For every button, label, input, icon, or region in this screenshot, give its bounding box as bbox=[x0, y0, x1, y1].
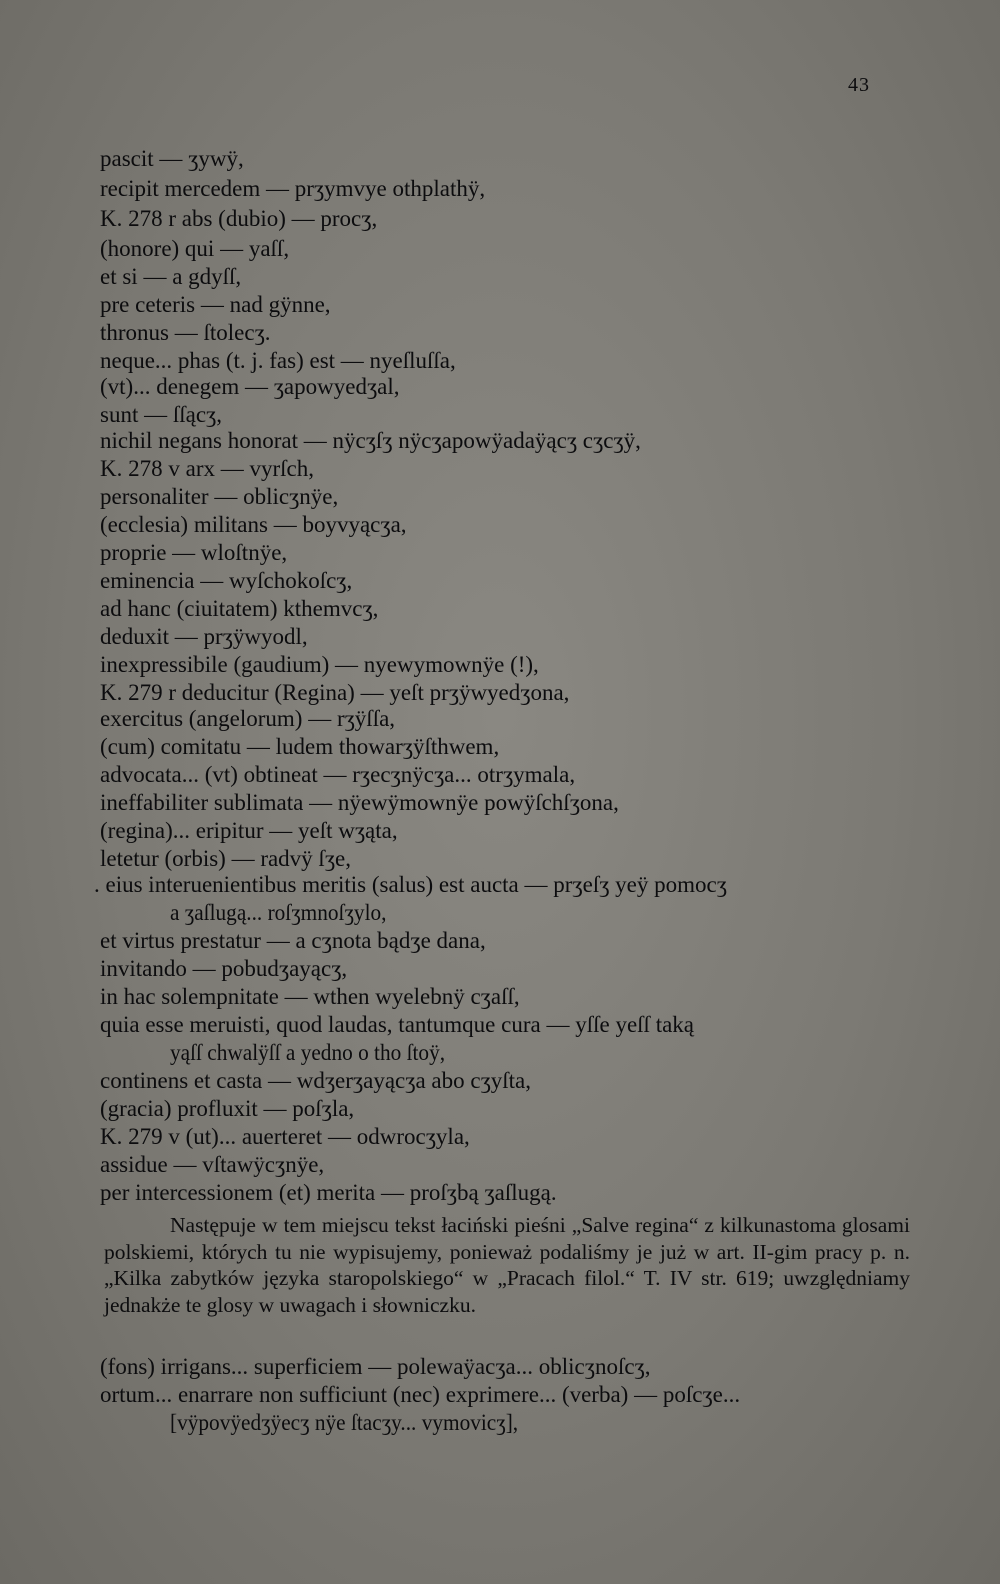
gloss-line: (cum) comitatu — ludem thowarʒÿſthwem, bbox=[100, 734, 500, 759]
gloss-line: (regina)... eripitur — yeſt wʒąta, bbox=[100, 818, 398, 843]
gloss-line: nichil negans honorat — nÿcʒſʒ nÿcʒapowÿadaÿącʒ cʒcʒÿ, bbox=[100, 428, 641, 453]
gloss-line: K. 279 v (ut)... auerteret — odwrocʒyla, bbox=[100, 1124, 470, 1149]
gloss-line: proprie — wloſtnÿe, bbox=[100, 540, 288, 565]
gloss-line: in hac solempnitate — wthen wyelebnÿ cʒaſſ, bbox=[100, 984, 520, 1009]
gloss-line: personaliter — oblicʒnÿe, bbox=[100, 484, 339, 509]
gloss-line: inexpressibile (gaudium) — nyewymownÿe (!), bbox=[100, 652, 539, 677]
gloss-line: exercitus (angelorum) — rʒÿſſa, bbox=[100, 706, 396, 731]
gloss-line: eminencia — wyſchokoſcʒ, bbox=[100, 568, 353, 593]
gloss-line: ortum... enarrare non sufficiunt (nec) exprimere... (verba) — poſcʒe... bbox=[100, 1382, 741, 1407]
gloss-line: per intercessionem (et) merita — proſʒbą ʒaſlugą. bbox=[100, 1180, 557, 1205]
gloss-line: (ecclesia) militans — boyvyącʒa, bbox=[100, 512, 407, 537]
gloss-line: sunt — ſſącʒ, bbox=[100, 402, 222, 427]
gloss-line: et virtus prestatur — a cʒnota bądʒe dana, bbox=[100, 928, 486, 953]
gloss-line: yąſſ chwalÿſſ a yedno o tho ſtoÿ, bbox=[170, 1040, 446, 1065]
body-paragraph: Następuje w tem miejscu tekst łaciński pieśni „Salve regina“ z kilkunastoma glosami polskiemi, których tu nie wypisujemy, ponieważ podaliśmy je już w art. II-gim pracy p. n. „Kilka zabytków języka staropolskiego“ w „Pracach filol.“ T. IV str. 619; uwzględniamy jednakże te glosy w uwagach i słowniczku. bbox=[104, 1213, 910, 1317]
gloss-line: a ʒaſlugą... roſʒmnoſʒylo, bbox=[170, 900, 387, 925]
gloss-line: invitando — pobudʒayącʒ, bbox=[100, 956, 348, 981]
gloss-line: (vt)... denegem — ʒapowyedʒal, bbox=[100, 374, 400, 399]
gloss-line: (honore) qui — yaſſ, bbox=[100, 236, 290, 261]
gloss-line: ineffabiliter sublimata — nÿewÿmownÿe powÿſchſʒona, bbox=[100, 790, 619, 815]
gloss-line: ad hanc (ciuitatem) kthemvcʒ, bbox=[100, 596, 379, 621]
page-number: 43 bbox=[848, 74, 870, 96]
gloss-line: thronus — ſtolecʒ. bbox=[100, 320, 271, 345]
gloss-line: K. 278 v arx — vyrſch, bbox=[100, 456, 314, 481]
gloss-line: advocata... (vt) obtineat — rʒecʒnÿcʒa... otrʒymala, bbox=[100, 762, 576, 787]
gloss-line: et si — a gdyſſ, bbox=[100, 264, 242, 289]
gloss-line: recipit mercedem — prʒymvye othplathÿ, bbox=[100, 176, 486, 201]
gloss-line: (fons) irrigans... superficiem — polewaÿacʒa... oblicʒnoſcʒ, bbox=[100, 1354, 651, 1379]
gloss-line: continens et casta — wdʒerʒayącʒa abo cʒyſta, bbox=[100, 1068, 532, 1093]
gloss-line: pascit — ʒywÿ, bbox=[100, 146, 244, 171]
gloss-line: K. 279 r deducitur (Regina) — yeſt prʒÿwyedʒona, bbox=[100, 680, 570, 705]
gloss-line: . eius interuenientibus meritis (salus) est aucta — prʒeſʒ yeÿ pomocʒ bbox=[94, 872, 727, 897]
gloss-line: K. 278 r abs (dubio) — procʒ, bbox=[100, 206, 378, 231]
gloss-line: letetur (orbis) — radvÿ ſʒe, bbox=[100, 846, 351, 871]
gloss-line: quia esse meruisti, quod laudas, tantumque cura — yſſe yeſſ taką bbox=[100, 1012, 695, 1037]
gloss-line: deduxit — prʒÿwyodl, bbox=[100, 624, 308, 649]
gloss-line: assidue — vſtawÿcʒnÿe, bbox=[100, 1152, 325, 1177]
gloss-line: [vÿpovÿedʒÿecʒ nÿe ſtacʒy... vymovicʒ], bbox=[170, 1410, 519, 1435]
gloss-line: neque... phas (t. j. fas) est — nyeſluſſa, bbox=[100, 348, 456, 373]
gloss-line: pre ceteris — nad gÿnne, bbox=[100, 292, 331, 317]
gloss-line: (gracia) profluxit — poſʒla, bbox=[100, 1096, 355, 1121]
